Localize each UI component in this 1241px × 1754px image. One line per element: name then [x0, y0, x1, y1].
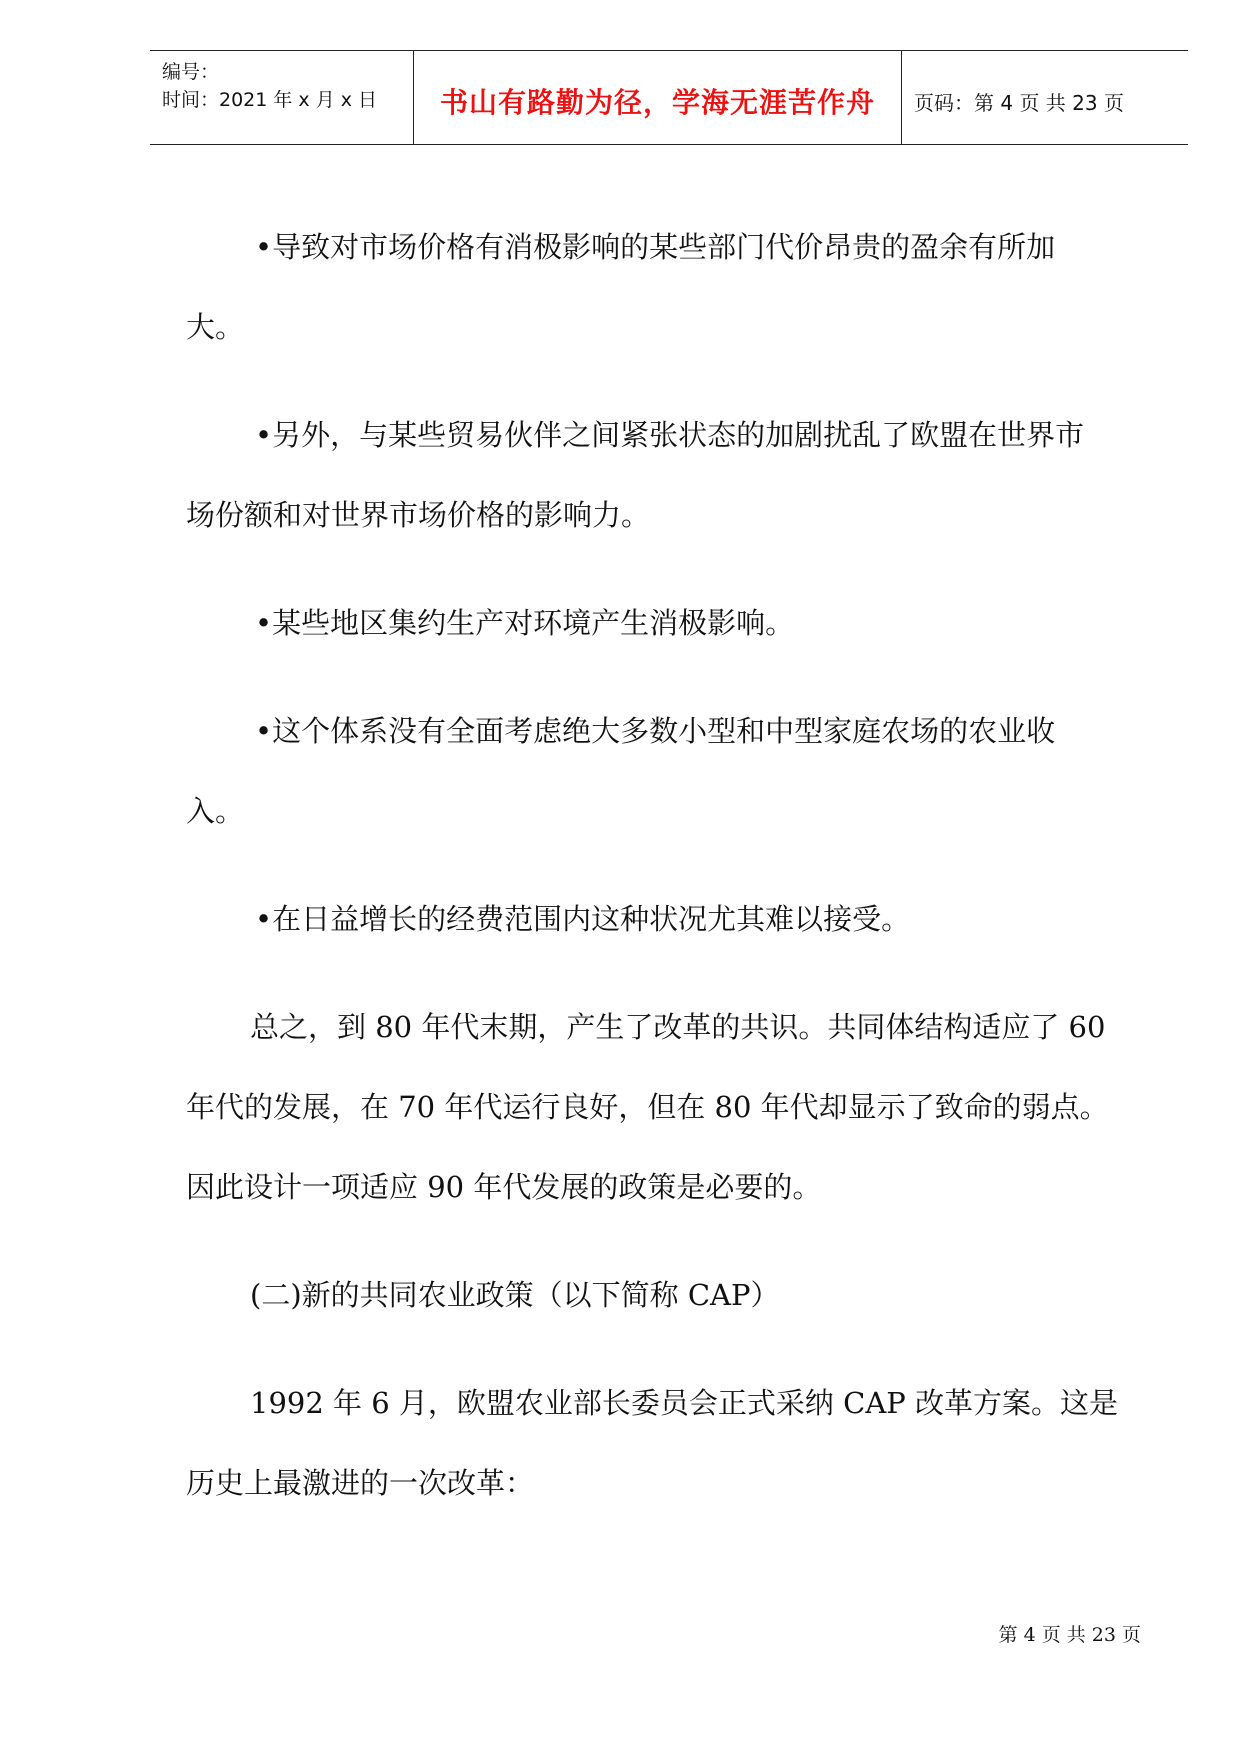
- paragraph-line: 入。: [186, 794, 245, 828]
- header-motto-cell: [414, 51, 902, 144]
- document-header: [150, 50, 1188, 145]
- paragraph-line: •某些地区集约生产对环境产生消极影响。: [255, 606, 795, 640]
- header-page-info: 页码：第 4 页 共 23 页: [914, 91, 1124, 115]
- paragraph-line: •导致对市场价格有消极影响的某些部门代价昂贵的盈余有所加: [255, 230, 1056, 264]
- paragraph-line: •另外，与某些贸易伙伴之间紧张状态的加剧扰乱了欧盟在世界市: [255, 418, 1085, 452]
- paragraph-line: •在日益增长的经费范围内这种状况尤其难以接受。: [255, 902, 911, 936]
- header-page-cell: [902, 51, 1188, 144]
- document-number-label: 编号：: [162, 61, 220, 83]
- header-meta-cell: [150, 51, 414, 144]
- paragraph-line: 场份额和对世界市场价格的影响力。: [186, 498, 651, 532]
- paragraph-line: 因此设计一项适应 90 年代发展的政策是必要的。: [186, 1170, 822, 1204]
- paragraph-line: 年代的发展，在 70 年代运行良好，但在 80 年代却显示了致命的弱点。: [186, 1090, 1109, 1124]
- document-time-label: 时间：2021 年 x 月 x 日: [162, 89, 378, 111]
- paragraph-line: 总之，到 80 年代末期，产生了改革的共识。共同体结构适应了 60: [250, 1010, 1106, 1044]
- header-motto: 书山有路勤为径，学海无涯苦作舟: [439, 86, 875, 119]
- paragraph-line: •这个体系没有全面考虑绝大多数小型和中型家庭农场的农业收: [255, 714, 1056, 748]
- paragraph-line: 历史上最激进的一次改革：: [186, 1466, 535, 1500]
- section-heading: (二)新的共同农业政策（以下简称 CAP）: [250, 1278, 780, 1312]
- paragraph-line: 大。: [186, 310, 245, 344]
- footer-page-number: 第 4 页 共 23 页: [998, 1624, 1141, 1646]
- paragraph-line: 1992 年 6 月，欧盟农业部长委员会正式采纳 CAP 改革方案。这是: [250, 1386, 1118, 1420]
